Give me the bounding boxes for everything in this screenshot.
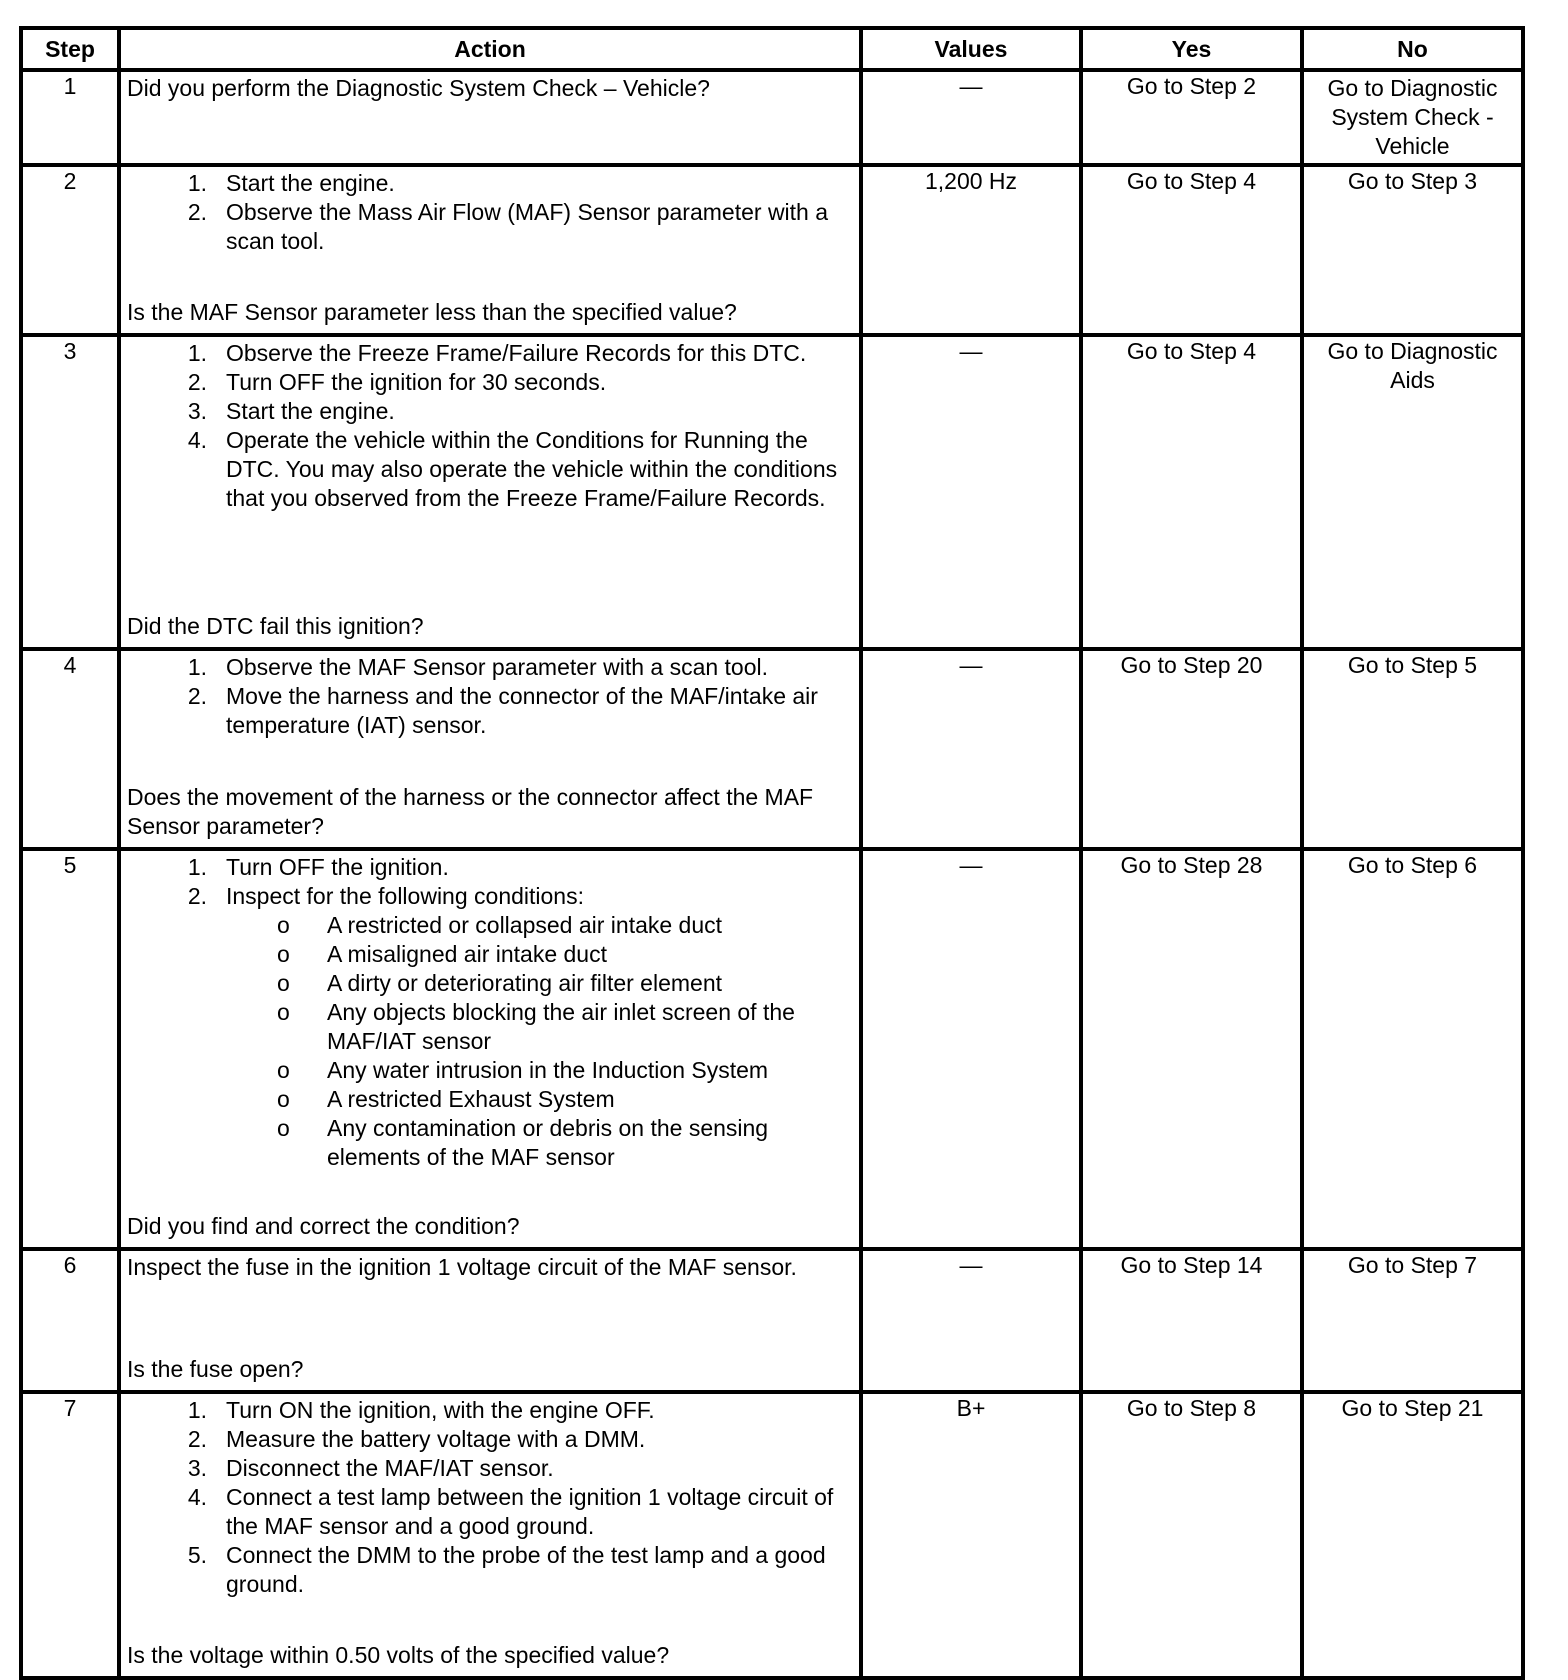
yes-cell: Go to Step 4 <box>1081 165 1302 335</box>
value-cell: — <box>861 849 1081 1249</box>
action-steps <box>127 653 853 740</box>
condition-item: o A misaligned air intake duct <box>277 941 607 967</box>
step-number: 1 <box>21 70 119 165</box>
list-item: 4. Connect a test lamp between the ignition 1 voltage circuit of the MAF sensor and a good ground. <box>187 1484 834 1539</box>
action-question: Did the DTC fail this ignition? <box>127 613 424 639</box>
yes-cell: Go to Step 14 <box>1081 1249 1302 1392</box>
no-cell: Go to Step 7 <box>1302 1249 1523 1392</box>
action-steps <box>127 853 853 911</box>
condition-item: o A restricted or collapsed air intake duct <box>277 912 723 938</box>
no-cell: Go to Step 5 <box>1302 649 1523 849</box>
header-values: Values <box>861 28 1081 70</box>
condition-item: o Any contamination or debris on the sensing elements of the MAF sensor <box>277 1115 769 1170</box>
value-cell: — <box>861 1249 1081 1392</box>
table-row <box>21 335 1523 649</box>
action-text: Did you perform the Diagnostic System Check – Vehicle? <box>127 75 710 101</box>
list-item: 4. Operate the vehicle within the Conditions for Running the DTC. You may also operate the vehicle within the conditions that you observed from the Freeze Frame/Failure Records. <box>187 427 838 511</box>
list-item: 2. Move the harness and the connector of the MAF/intake air temperature (IAT) sensor. <box>187 683 818 738</box>
action-cell <box>119 1392 861 1678</box>
list-item: 1. Turn ON the ignition, with the engine OFF. <box>187 1397 655 1423</box>
value-cell: — <box>861 70 1081 165</box>
condition-item: o A restricted Exhaust System <box>277 1086 615 1112</box>
action-cell <box>119 70 861 165</box>
action-cell <box>119 849 861 1249</box>
action-question: Is the MAF Sensor parameter less than the specified value? <box>127 299 737 325</box>
step-number: 4 <box>21 649 119 849</box>
list-item: 2. Inspect for the following conditions: <box>187 883 584 909</box>
action-steps <box>127 169 853 256</box>
value-cell: — <box>861 649 1081 849</box>
step-number: 3 <box>21 335 119 649</box>
list-item: 1. Observe the MAF Sensor parameter with a scan tool. <box>187 654 769 680</box>
action-question: Does the movement of the harness or the connector affect the MAF Sensor parameter? <box>127 784 814 839</box>
yes-cell: Go to Step 4 <box>1081 335 1302 649</box>
step-number: 7 <box>21 1392 119 1678</box>
yes-cell: Go to Step 28 <box>1081 849 1302 1249</box>
action-question: Is the voltage within 0.50 volts of the specified value? <box>127 1642 670 1668</box>
list-item: 1. Observe the Freeze Frame/Failure Records for this DTC. <box>187 340 807 366</box>
action-cell <box>119 165 861 335</box>
header-yes: Yes <box>1081 28 1302 70</box>
condition-item: o Any water intrusion in the Induction System <box>277 1057 769 1083</box>
no-cell: Go to Diagnostic Aids <box>1302 335 1523 649</box>
step-number: 2 <box>21 165 119 335</box>
list-item: 2. Observe the Mass Air Flow (MAF) Sensor parameter with a scan tool. <box>187 199 829 254</box>
condition-list <box>127 911 853 1172</box>
table-row <box>21 165 1523 335</box>
action-cell <box>119 335 861 649</box>
action-text: Inspect the fuse in the ignition 1 voltage circuit of the MAF sensor. <box>127 1254 797 1280</box>
list-item: 3. Disconnect the MAF/IAT sensor. <box>187 1455 554 1481</box>
list-item: 1. Start the engine. <box>187 170 395 196</box>
no-cell: Go to Step 21 <box>1302 1392 1523 1678</box>
list-item: 2. Measure the battery voltage with a DMM. <box>187 1426 646 1452</box>
action-cell <box>119 649 861 849</box>
yes-cell: Go to Step 20 <box>1081 649 1302 849</box>
list-item: 5. Connect the DMM to the probe of the test lamp and a good ground. <box>187 1542 826 1597</box>
action-question: Is the fuse open? <box>127 1356 304 1382</box>
table-row <box>21 70 1523 165</box>
list-item: 2. Turn OFF the ignition for 30 seconds. <box>187 369 607 395</box>
action-question: Did you find and correct the condition? <box>127 1213 520 1239</box>
header-step: Step <box>21 28 119 70</box>
diagnostic-table <box>19 26 1525 1680</box>
table-row <box>21 649 1523 849</box>
step-number: 6 <box>21 1249 119 1392</box>
step-number: 5 <box>21 849 119 1249</box>
no-cell: Go to Step 6 <box>1302 849 1523 1249</box>
action-steps <box>127 339 853 513</box>
value-cell: B+ <box>861 1392 1081 1678</box>
list-item: 3. Start the engine. <box>187 398 395 424</box>
header-action: Action <box>119 28 861 70</box>
action-steps <box>127 1396 853 1599</box>
yes-cell: Go to Step 2 <box>1081 70 1302 165</box>
value-cell: 1,200 Hz <box>861 165 1081 335</box>
list-item: 1. Turn OFF the ignition. <box>187 854 449 880</box>
yes-cell: Go to Step 8 <box>1081 1392 1302 1678</box>
table-row <box>21 849 1523 1249</box>
condition-item: o A dirty or deteriorating air filter element <box>277 970 723 996</box>
condition-item: o Any objects blocking the air inlet screen of the MAF/IAT sensor <box>277 999 795 1054</box>
value-cell: — <box>861 335 1081 649</box>
no-cell: Go to Diagnostic System Check - Vehicle <box>1302 70 1523 165</box>
table-row <box>21 1249 1523 1392</box>
table-row <box>21 1392 1523 1678</box>
action-cell <box>119 1249 861 1392</box>
header-no: No <box>1302 28 1523 70</box>
no-cell: Go to Step 3 <box>1302 165 1523 335</box>
header-row <box>21 28 1523 70</box>
